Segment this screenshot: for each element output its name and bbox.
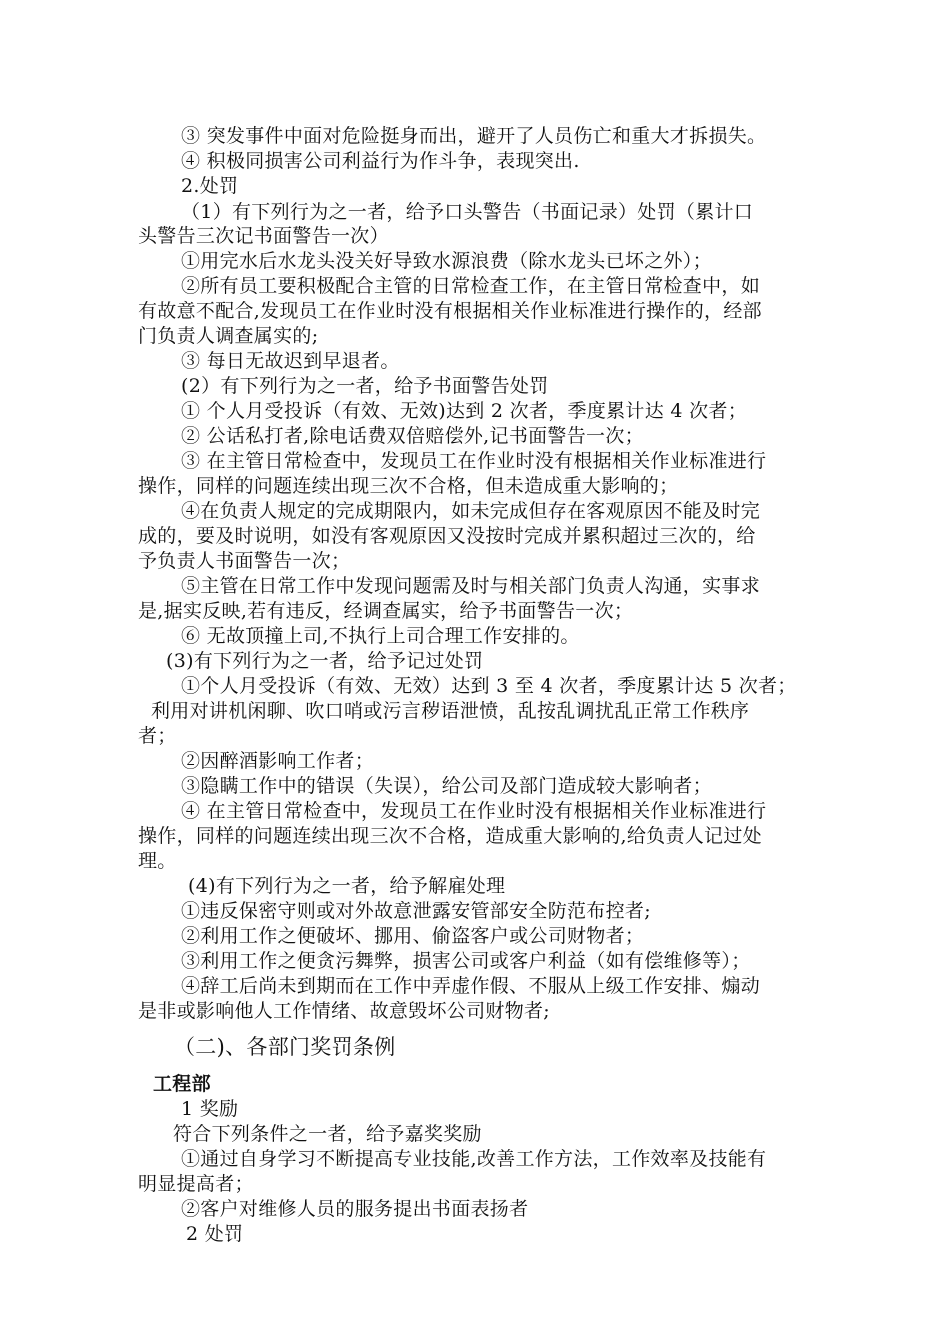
text-line: 符合下列条件之一者，给予嘉奖奖励 — [173, 1123, 482, 1145]
department-heading: 工程部 — [153, 1073, 211, 1095]
text-line: ③ 突发事件中面对危险挺身而出，避开了人员伤亡和重大才拆损失。 — [181, 125, 767, 147]
subsection-heading: 1 奖励 — [181, 1098, 239, 1120]
text-line: ②因醉酒影响工作者； — [181, 750, 375, 772]
text-line: ①违反保密守则或对外故意泄露安管部安全防范布控者; — [181, 900, 651, 922]
text-line: ④辞工后尚未到期而在工作中弄虚作假、不服从上级工作安排、煽动 — [181, 975, 761, 997]
text-line: 明显提高者； — [138, 1173, 254, 1195]
text-line: ⑤主管在日常工作中发现问题需及时与相关部门负责人沟通，实事求 — [181, 575, 761, 597]
text-line: ④ 积极同损害公司利益行为作斗争，表现突出. — [181, 150, 580, 172]
text-line: (4)有下列行为之一者，给予解雇处理 — [188, 875, 506, 897]
text-line: 利用对讲机闲聊、吹口哨或污言秽语泄愤，乱按乱调扰乱正常工作秩序 — [151, 700, 750, 722]
text-line: (2）有下列行为之一者，给予书面警告处罚 — [181, 375, 549, 397]
text-line: 是非或影响他人工作情绪、故意毁坏公司财物者; — [138, 1000, 551, 1022]
text-line: 操作，同样的问题连续出现三次不合格，但未造成重大影响的； — [138, 475, 679, 497]
text-line: ② 公话私打者,除电话费双倍赔偿外,记书面警告一次； — [181, 425, 644, 447]
text-line: 是,据实反映,若有违反，经调查属实，给予书面警告一次； — [138, 600, 634, 622]
text-line: ③隐瞒工作中的错误（失误），给公司及部门造成较大影响者； — [181, 775, 712, 797]
text-line: 成的，要及时说明，如没有客观原因又没按时完成并累积超过三次的，给 — [138, 525, 756, 547]
text-line: ②所有员工要积极配合主管的日常检查工作，在主管日常检查中，如 — [181, 275, 761, 297]
text-line: ②客户对维修人员的服务提出书面表扬者 — [181, 1198, 529, 1220]
text-line: ①个人月受投诉（有效、无效）达到 3 至 4 次者，季度累计达 5 次者； — [181, 675, 797, 697]
text-line: ②利用工作之便破坏、挪用、偷盗客户或公司财物者； — [181, 925, 645, 947]
text-line: ④ 在主管日常检查中，发现员工在作业时没有根据相关作业标准进行 — [181, 800, 767, 822]
text-line: ③利用工作之便贪污舞弊，损害公司或客户利益（如有偿维修等）； — [181, 950, 751, 972]
section-heading: 2.处罚 — [181, 175, 239, 197]
text-line: ③ 每日无故迟到早退者。 — [181, 350, 400, 372]
section-heading: （二)、各部门奖罚条例 — [174, 1035, 396, 1059]
text-line: ④在负责人规定的完成期限内，如未完成但存在客观原因不能及时完 — [181, 500, 761, 522]
text-line: 头警告三次记书面警告一次） — [138, 225, 389, 247]
text-line: (3)有下列行为之一者，给予记过处罚 — [166, 650, 484, 672]
text-line: ③ 在主管日常检查中，发现员工在作业时没有根据相关作业标准进行 — [181, 450, 767, 472]
text-line: ⑥ 无故顶撞上司,不执行上司合理工作安排的。 — [181, 625, 580, 647]
text-line: 者； — [138, 725, 177, 747]
subsection-heading: 2 处罚 — [186, 1223, 244, 1245]
text-line: ①通过自身学习不断提高专业技能,改善工作方法，工作效率及技能有 — [181, 1148, 767, 1170]
text-line: （1）有下列行为之一者，给予口头警告（书面记录）处罚（累计口 — [181, 201, 754, 223]
text-line: 门负责人调查属实的; — [138, 325, 319, 347]
text-line: 予负责人书面警告一次； — [138, 550, 351, 572]
text-line: 操作，同样的问题连续出现三次不合格，造成重大影响的,给负责人记过处 — [138, 825, 762, 847]
text-line: 有故意不配合,发现员工在作业时没有根据相关作业标准进行操作的，经部 — [138, 300, 762, 322]
text-line: ①用完水后水龙头没关好导致水源浪费（除水龙头已坏之外）； — [181, 250, 712, 272]
text-line: 理。 — [138, 850, 177, 872]
text-line: ① 个人月受投诉（有效、无效)达到 2 次者，季度累计达 4 次者； — [181, 400, 747, 422]
